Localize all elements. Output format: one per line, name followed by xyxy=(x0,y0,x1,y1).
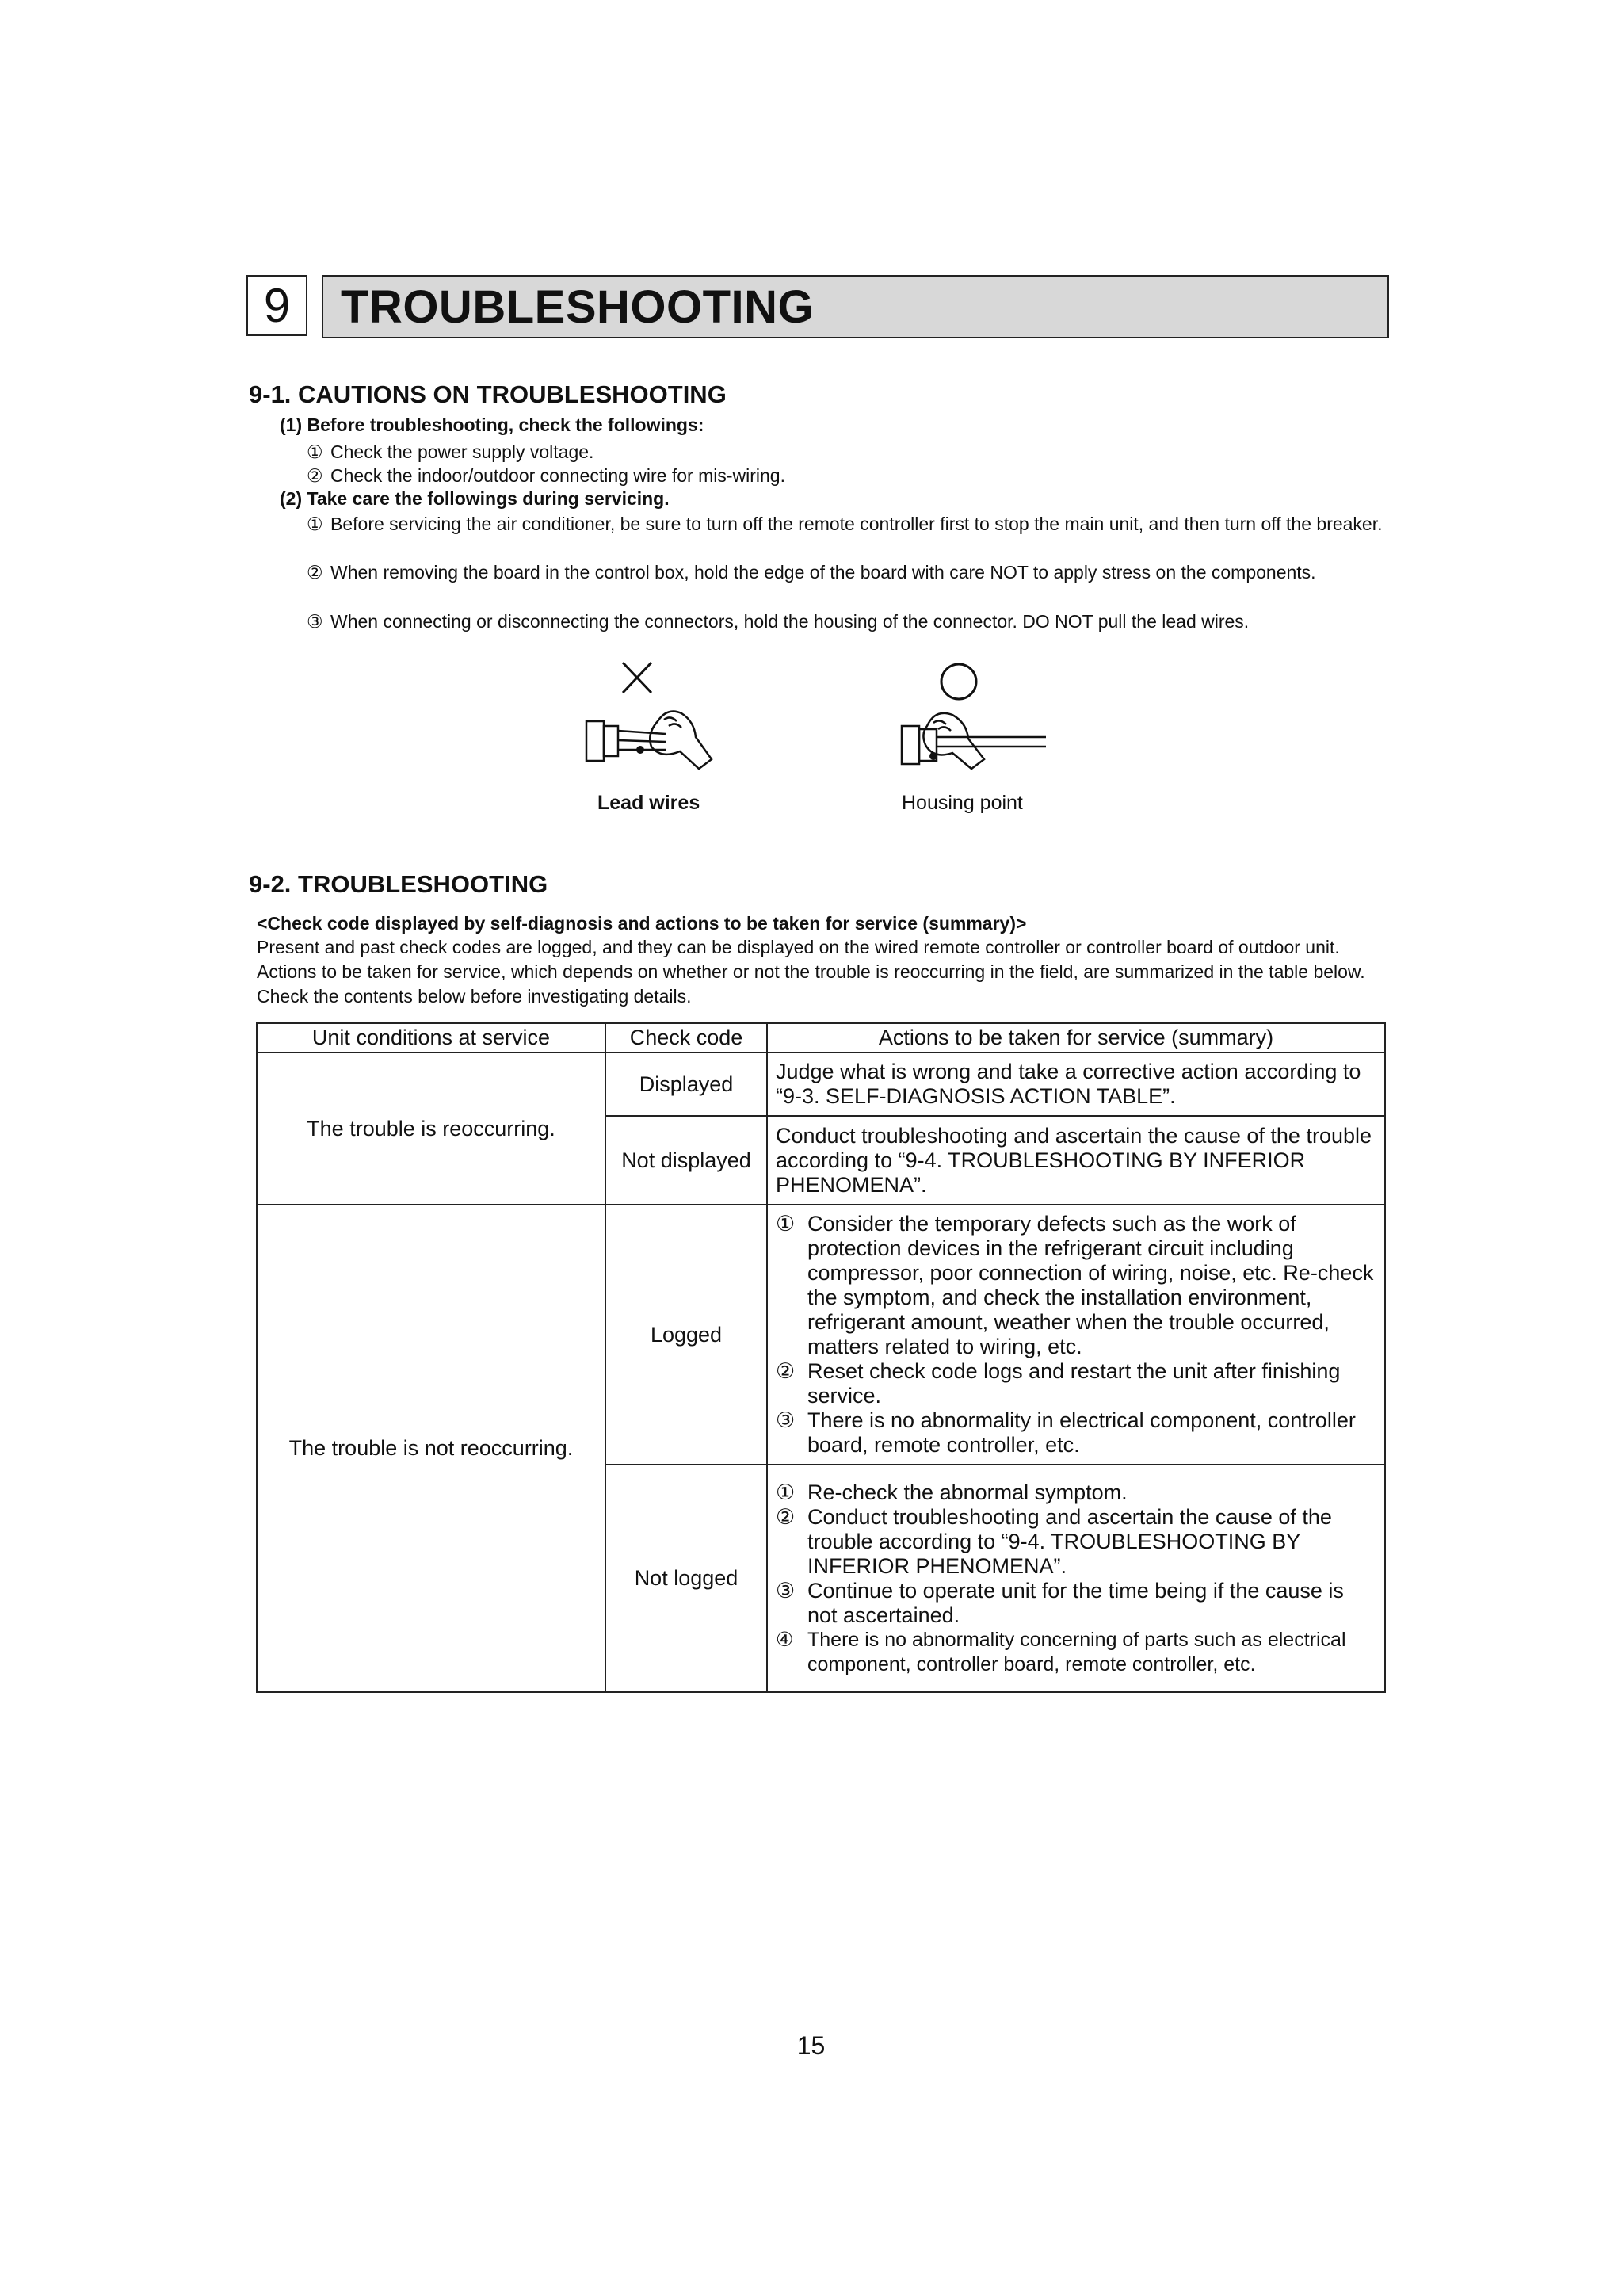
hand-icon xyxy=(618,712,712,769)
lead-wires-caption: Lead wires xyxy=(597,792,700,814)
item-marker: ① xyxy=(307,514,323,534)
action-item xyxy=(776,1628,1376,1677)
check-code-logged: Logged xyxy=(605,1205,767,1465)
header-actions: Actions to be taken for service (summary) xyxy=(767,1023,1385,1052)
item-text: Continue to operate unit for the time being if the cause is not ascertained. xyxy=(807,1578,1344,1627)
sub1-item xyxy=(307,464,1384,488)
item-marker: ② xyxy=(307,562,323,583)
item-text: When removing the board in the control box, hold the edge of the board with care NOT to apply stress on the components. xyxy=(330,562,1316,583)
check-code-not-displayed: Not displayed xyxy=(605,1116,767,1205)
action-item xyxy=(776,1480,1376,1505)
sub1-item xyxy=(307,440,1384,464)
item-marker: ③ xyxy=(307,611,323,632)
item-text: Check the power supply voltage. xyxy=(330,441,594,462)
item-marker: ① xyxy=(776,1212,796,1236)
wrong-method-illustration xyxy=(578,658,737,785)
section-2-subheading: <Check code displayed by self-diagnosis and actions to be taken for service (summary)> xyxy=(257,913,1027,934)
item-text: Re-check the abnormal symptom. xyxy=(807,1480,1128,1504)
sub1-heading: (1) Before troubleshooting, check the followings: xyxy=(280,415,704,435)
summary-table xyxy=(256,1022,1386,1693)
section-1-title: 9-1. CAUTIONS ON TROUBLESHOOTING xyxy=(249,380,727,408)
item-text: There is no abnormality in electrical component, controller board, remote controller, etc. xyxy=(807,1408,1356,1457)
sub2-item xyxy=(307,609,1400,634)
item-marker: ② xyxy=(776,1504,796,1529)
actions-not-logged xyxy=(767,1465,1385,1692)
actions-logged xyxy=(767,1205,1385,1465)
header-condition: Unit conditions at service xyxy=(257,1023,605,1052)
housing-point-icon xyxy=(929,752,937,760)
chapter-number: 9 xyxy=(246,275,307,336)
section-2-intro: Present and past check codes are logged, and they can be displayed on the wired remote controller or controller board of outdoor unit. Actions to be taken for service, which depends on whether or not the trouble is reoccurring in the field, are summarized in the table below. Check the contents below before investigating details. xyxy=(257,937,1365,1007)
table-row xyxy=(257,1052,1385,1116)
circle-ok-icon xyxy=(941,664,976,699)
table-row xyxy=(257,1205,1385,1465)
sub2-item xyxy=(307,560,1337,585)
action-item xyxy=(776,1212,1376,1359)
item-marker: ② xyxy=(776,1359,796,1383)
page-number: 15 xyxy=(796,2031,826,2060)
item-text: Check the indoor/outdoor connecting wire for mis-wiring. xyxy=(330,465,785,486)
item-text: Before servicing the air conditioner, be sure to turn off the remote controller first to stop the main unit, and then turn off the breaker. xyxy=(330,514,1383,534)
header-check-code: Check code xyxy=(605,1023,767,1052)
cross-icon xyxy=(623,663,651,693)
action-item xyxy=(776,1359,1376,1408)
sub2-heading: (2) Take care the followings during servicing. xyxy=(280,488,670,509)
item-text: When connecting or disconnecting the connectors, hold the housing of the connector. DO NOT pull the lead wires. xyxy=(330,611,1250,632)
sub2-item xyxy=(307,512,1384,537)
item-marker: ③ xyxy=(776,1578,796,1603)
condition-reoccurring: The trouble is reoccurring. xyxy=(257,1052,605,1205)
item-text: There is no abnormality concerning of parts such as electrical component, controller board, remote controller, etc. xyxy=(807,1628,1346,1675)
item-marker: ① xyxy=(307,441,323,462)
lead-wire-point-icon xyxy=(636,746,644,754)
connector-icon xyxy=(586,721,618,761)
section-2-title: 9-2. TROUBLESHOOTING xyxy=(249,870,548,898)
item-text: Conduct troubleshooting and ascertain the cause of the trouble according to “9-4. TROUBLESHOOTING BY INFERIOR PHENOMENA”. xyxy=(807,1504,1332,1578)
action-displayed: Judge what is wrong and take a corrective action according to “9-3. SELF-DIAGNOSIS ACTION TABLE”. xyxy=(767,1052,1385,1116)
item-marker: ① xyxy=(776,1480,796,1504)
action-item xyxy=(776,1505,1376,1579)
chapter-title: TROUBLESHOOTING xyxy=(322,275,1389,338)
item-marker: ③ xyxy=(776,1408,796,1432)
item-text: Reset check code logs and restart the unit after finishing service. xyxy=(807,1359,1341,1408)
item-marker: ② xyxy=(307,465,323,486)
correct-method-illustration xyxy=(895,658,1054,785)
housing-point-caption: Housing point xyxy=(902,792,1023,814)
action-item xyxy=(776,1408,1376,1457)
item-text: Consider the temporary defects such as the work of protection devices in the refrigerant circuit including compressor, poor connection of wiring, noise, etc. Re-check the symptom, and check the installation environment, refrigerant amount, weather when the trouble occurred, matters related to wiring, etc. xyxy=(807,1212,1374,1358)
table-header-row xyxy=(257,1023,1385,1052)
condition-not-reoccurring: The trouble is not reoccurring. xyxy=(257,1205,605,1692)
action-item xyxy=(776,1579,1376,1628)
check-code-not-logged: Not logged xyxy=(605,1465,767,1692)
check-code-displayed: Displayed xyxy=(605,1052,767,1116)
action-not-displayed: Conduct troubleshooting and ascertain the cause of the trouble according to “9-4. TROUBLESHOOTING BY INFERIOR PHENOMENA”. xyxy=(767,1116,1385,1205)
item-marker: ④ xyxy=(776,1628,794,1651)
